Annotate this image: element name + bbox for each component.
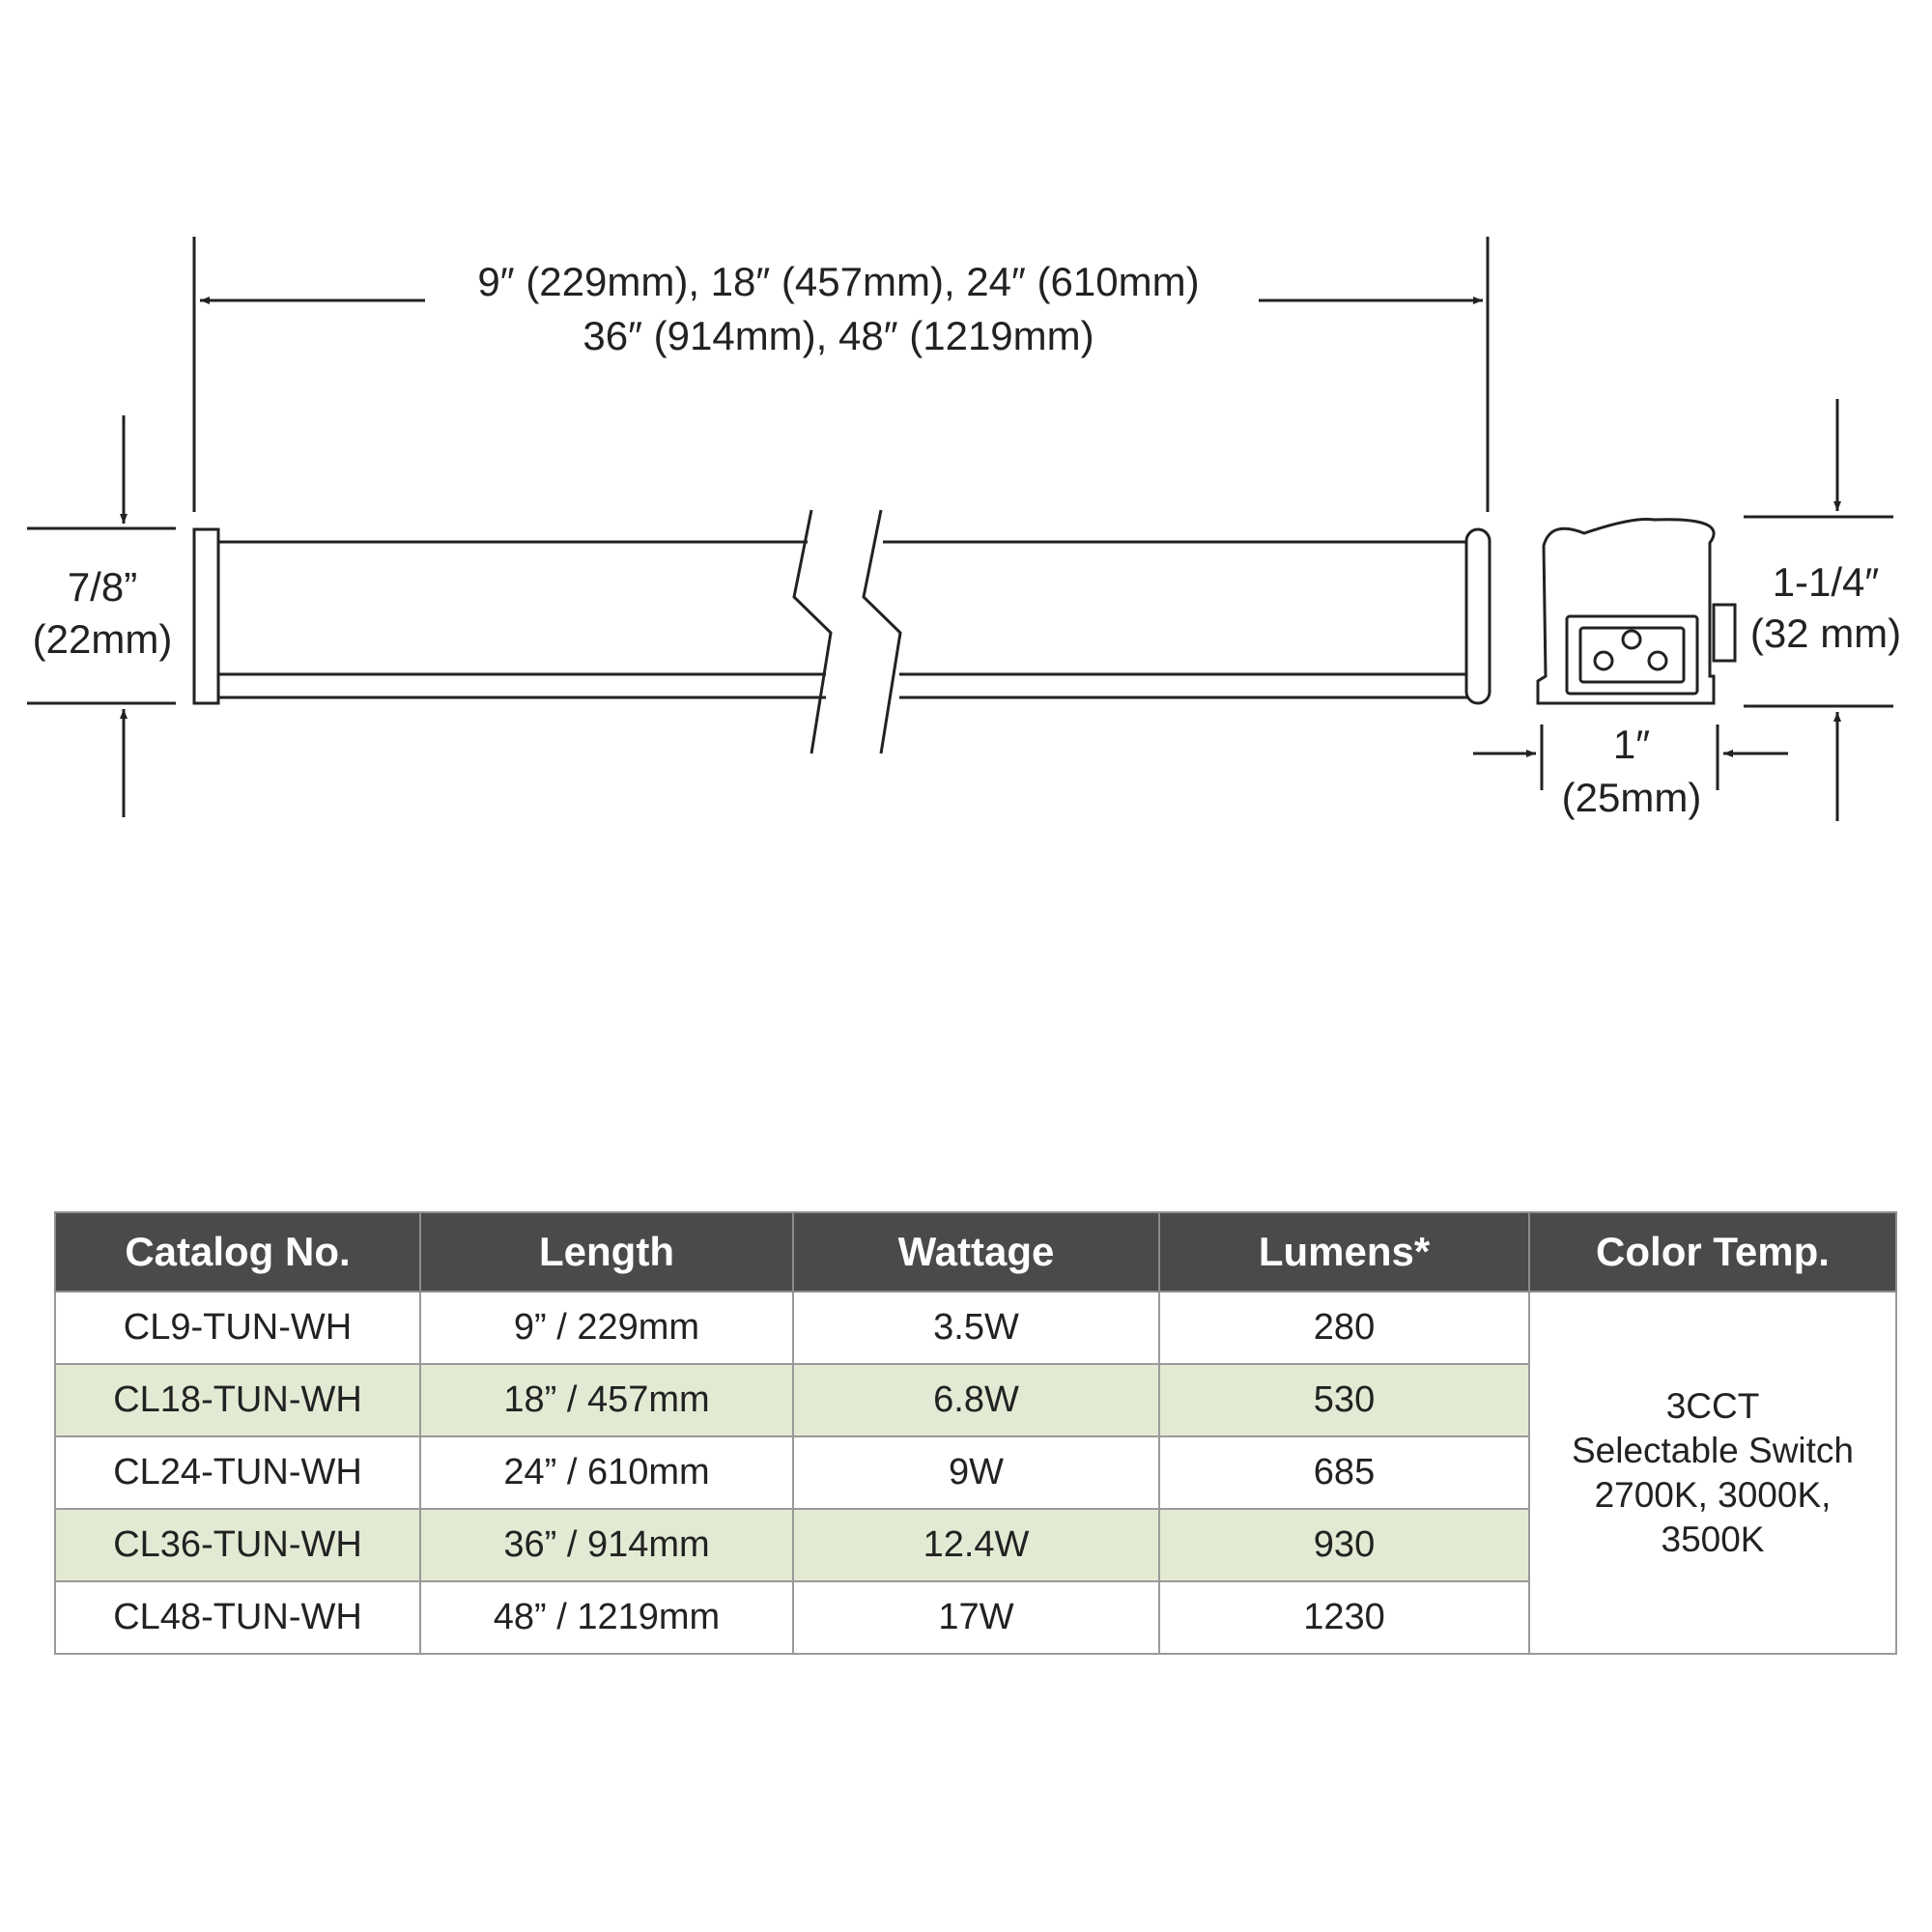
catalog-cell: CL48-TUN-WH	[55, 1581, 420, 1654]
header-catalog-no: Catalog No.	[55, 1212, 420, 1292]
length-dimension	[194, 237, 1488, 512]
lumens-cell: 280	[1159, 1292, 1529, 1364]
color-temp-cell	[1529, 1292, 1896, 1654]
length-cell: 36” / 914mm	[420, 1509, 793, 1581]
wattage-cell: 3.5W	[793, 1292, 1159, 1364]
header-wattage: Wattage	[793, 1212, 1159, 1292]
height-label-line1: 7/8”	[67, 564, 138, 610]
lumens-cell: 930	[1159, 1509, 1529, 1581]
fixture-side-view	[194, 510, 1490, 753]
wattage-cell: 9W	[793, 1436, 1159, 1509]
color-temp-line2: Selectable Switch	[1571, 1430, 1855, 1470]
lumens-cell: 685	[1159, 1436, 1529, 1509]
length-label-line2: 36″ (914mm), 48″ (1219mm)	[582, 313, 1094, 358]
end-height-label-line2: (32 mm)	[1749, 611, 1902, 656]
catalog-cell: CL9-TUN-WH	[55, 1292, 420, 1364]
color-temp-line3: 2700K, 3000K,	[1594, 1474, 1832, 1515]
color-temp-line1: 3CCT	[1665, 1385, 1760, 1426]
end-width-dimension	[1473, 722, 1788, 820]
length-cell: 18” / 457mm	[420, 1364, 793, 1436]
header-lumens: Lumens*	[1159, 1212, 1529, 1292]
fixture-left-endcap	[194, 529, 218, 703]
length-label-line1: 9″ (229mm), 18″ (457mm), 24″ (610mm)	[477, 259, 1200, 304]
end-width-label-line2: (25mm)	[1561, 775, 1702, 820]
table-header-row	[55, 1212, 1896, 1292]
length-cell: 48” / 1219mm	[420, 1581, 793, 1654]
lumens-cell: 1230	[1159, 1581, 1529, 1654]
header-color-temp: Color Temp.	[1529, 1212, 1896, 1292]
fixture-dimension-drawing	[0, 0, 1932, 869]
header-length: Length	[420, 1212, 793, 1292]
catalog-cell: CL18-TUN-WH	[55, 1364, 420, 1436]
lumens-cell: 530	[1159, 1364, 1529, 1436]
wattage-cell: 17W	[793, 1581, 1159, 1654]
length-cell: 9” / 229mm	[420, 1292, 793, 1364]
end-width-label-line1: 1″	[1612, 722, 1651, 767]
fixture-end-view	[1538, 520, 1735, 703]
height-label-line2: (22mm)	[32, 616, 173, 662]
catalog-cell: CL24-TUN-WH	[55, 1436, 420, 1509]
break-line-left	[794, 510, 831, 753]
break-line-right	[864, 510, 900, 753]
catalog-cell: CL36-TUN-WH	[55, 1509, 420, 1581]
color-temp-line4: 3500K	[1661, 1519, 1765, 1559]
height-dimension	[27, 415, 176, 817]
spec-table	[54, 1211, 1897, 1655]
wattage-cell: 6.8W	[793, 1364, 1159, 1436]
fixture-right-endcap	[1466, 529, 1490, 703]
end-switch-tab	[1714, 605, 1735, 661]
end-height-label-line1: 1-1/4″	[1772, 559, 1880, 605]
wattage-cell: 12.4W	[793, 1509, 1159, 1581]
table-row	[55, 1292, 1896, 1364]
length-cell: 24” / 610mm	[420, 1436, 793, 1509]
end-height-dimension	[1744, 399, 1901, 821]
